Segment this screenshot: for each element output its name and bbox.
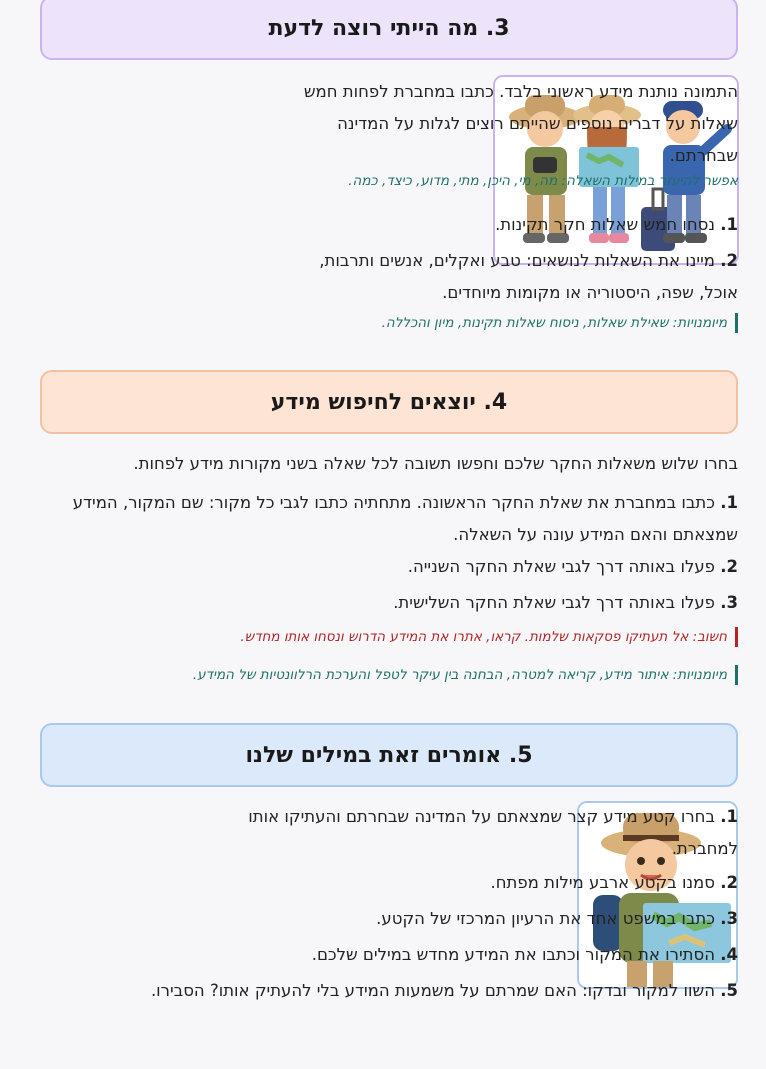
section-3-skills: מיומנויות: שאילת שאלות, ניסוח שאלות תקינות, מיון והכללה. <box>382 313 738 333</box>
item-text: כתבו במחברת את שאלת החקר הראשונה. מתחתיה כתבו לגבי כל מקור: שם המקור, המידע שמצאתם והאם המידע עונה על השאלה. <box>72 493 738 544</box>
item-number: 3. <box>720 909 738 928</box>
item-text: בחרו קטע מידע קצר שמצאתם על המדינה שבחרתם והעתיקו אותו למחברת. <box>248 807 738 858</box>
section-4-item-2 <box>26 551 738 583</box>
item-number: 5. <box>720 981 738 1000</box>
item-text: פעלו באותה דרך לגבי שאלת החקר השנייה. <box>407 557 715 576</box>
item-text: הסתירו את המקור וכתבו את המידע מחדש במילים שלכם. <box>311 945 715 964</box>
item-number: 4. <box>720 945 738 964</box>
section-3-item-2 <box>288 245 738 309</box>
item-number: 2. <box>720 873 738 892</box>
section-3-intro: התמונה נותנת מידע ראשוני בלבד. כתבו במחברת לפחות חמש שאלות על דברים נוספים שהייתם רוצים לגלות על המדינה שבחרתם. <box>303 82 738 165</box>
section-4-item-3 <box>26 587 738 619</box>
item-number: 2. <box>720 557 738 576</box>
section-4-skills: מיומנויות: איתור מידע, קריאה למטרה, הבחנה בין עיקר לטפל והערכת הרלוונטיות של המידע. <box>193 665 738 685</box>
section-5-item-4 <box>198 939 738 971</box>
section-4-item-1 <box>26 487 738 551</box>
item-text: פעלו באותה דרך לגבי שאלת החקר השלישית. <box>393 593 715 612</box>
section-5-title: 5. אומרים זאת במילים שלנו <box>40 723 738 787</box>
item-number: 3. <box>720 593 738 612</box>
section-3-item-1 <box>288 209 738 241</box>
item-text: השוו למקור ובדקו: האם שמרתם על משמעות המידע בלי להעתיק אותו? הסבירו. <box>150 981 715 1000</box>
item-number: 1. <box>720 493 738 512</box>
section-5-item-3 <box>198 903 738 935</box>
section-5-item-5 <box>26 975 738 1007</box>
section-3-title: 3. מה הייתי רוצה לדעת <box>40 0 738 60</box>
section-5-item-2 <box>198 867 738 899</box>
item-text: נסחו חמש שאלות חקר תקינות. <box>495 215 715 234</box>
section-5-item-1 <box>198 801 738 865</box>
item-number: 2. <box>720 251 738 270</box>
section-3-hint: אפשר להיעזר במילות השאלה: מה, מי, היכן, מתי, מדוע, כיצד, כמה. <box>348 173 738 189</box>
section-4-title: 4. יוצאים לחיפוש מידע <box>40 370 738 434</box>
section-4-warning: חשוב: אל תעתיקו פסקאות שלמות. קראו, אתרו את המידע הדרוש ונסחו אותו מחדש. <box>240 627 738 647</box>
item-number: 1. <box>720 215 738 234</box>
item-number: 1. <box>720 807 738 826</box>
item-text: סמנו בקטע ארבע מילות מפתח. <box>490 873 715 892</box>
item-text: מיינו את השאלות לנושאים: טבע ואקלים, אנשים ותרבות, אוכל, שפה, היסטוריה או מקומות מיוחדים. <box>319 251 738 302</box>
section-4-intro: בחרו שלוש משאלות החקר שלכם וחפשו תשובה לכל שאלה בשני מקורות מידע לפחות. <box>133 454 738 473</box>
item-text: כתבו במשפט אחד את הרעיון המרכזי של הקטע. <box>376 909 715 928</box>
